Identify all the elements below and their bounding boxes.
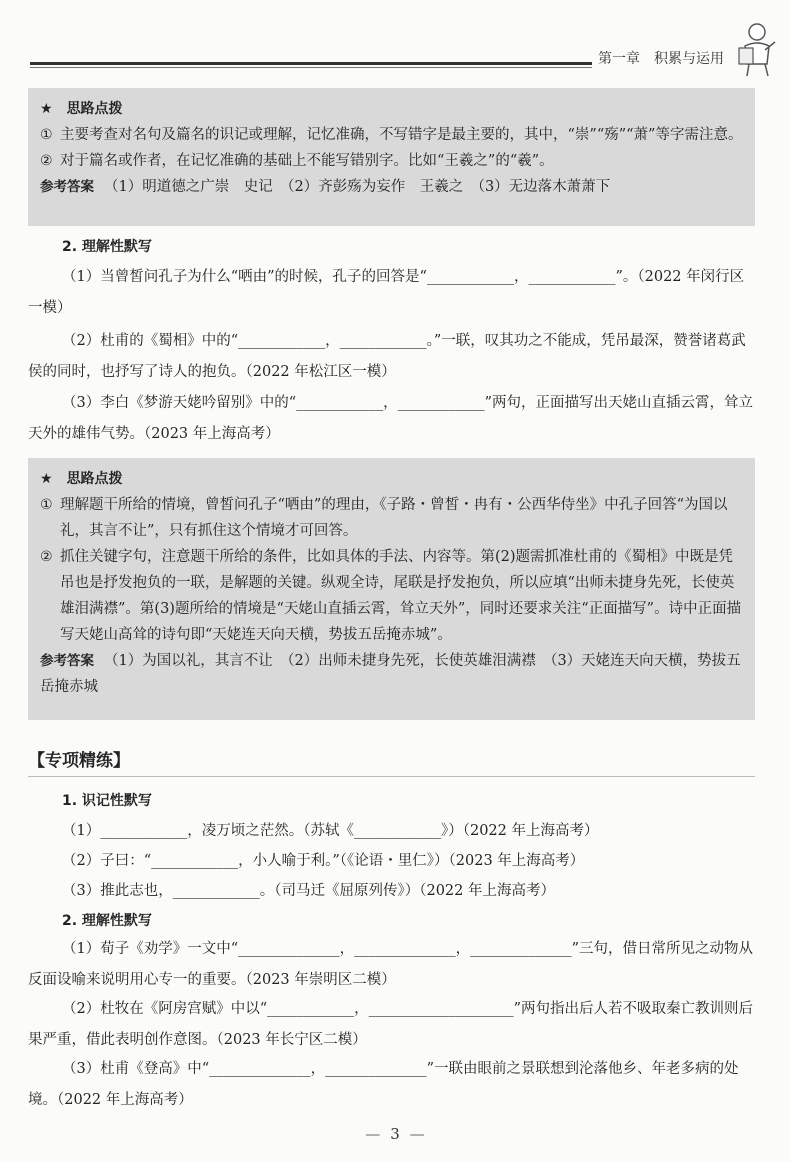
answer-line bbox=[40, 648, 743, 700]
question: （2）子曰：“____________，小人喻于利。”（《论语・里仁》）（2023 年上海高考） bbox=[62, 853, 585, 869]
hint-box-2 bbox=[28, 458, 755, 720]
header-rule bbox=[30, 62, 592, 65]
section-heading: 2. 理解性默写 bbox=[62, 239, 152, 255]
page-number: — 3 — bbox=[365, 1125, 425, 1143]
chapter-title: 第一章 积累与运用 bbox=[598, 51, 724, 67]
star-icon: ★ bbox=[40, 101, 53, 117]
practice-heading: 【专项精练】 bbox=[28, 751, 130, 771]
hint-item: ① 理解题干所给的情境，曾皙问孔子“哂由”的理由，《子路・曾皙・冉有・公西华侍坐》中孔子回答“为国以礼，其言不让”，只有抓住这个情境才可回答。 bbox=[40, 497, 728, 539]
question: （3）推此志也，____________。（司马迁《屈原列传》）（2022 年上海高考） bbox=[62, 883, 555, 899]
question: （2）杜甫的《蜀相》中的“____________，____________。”一联，叹其功之不能成，凭吊最深，赞誉诸葛武侯的同时，也抒写了诗人的抱负。（2022 年松江区一模） bbox=[28, 333, 746, 380]
question: （1）当曾皙问孔子为什么“哂由”的时候，孔子的回答是“____________，____________”。（2022 年闵行区一模） bbox=[28, 269, 745, 316]
answer-label: 参考答案 bbox=[40, 179, 94, 195]
hint-title: ★ 思路点拨 bbox=[40, 101, 123, 117]
question: （1）荀子《劝学》一文中“______________，______________，______________”三句，借日常所见之动物从反面设喻来说明用心专一的重要。（2023 年崇明区二模） bbox=[28, 941, 754, 988]
hint-item: ② 抓住关键字句，注意题干所给的条件，比如具体的手法、内容等。第(2)题需抓准杜甫的《蜀相》中既是凭吊也是抒发抱负的一联，是解题的关键。纵观全诗，尾联是抒发抱负，所以应填“出师未捷身先死，长使英雄泪满襟”。第(3)题所给的情境是“天姥山直插云霄，耸立天外”，同时还要求关注“正面描写”。诗中正面描写天姥山高耸的诗句即“天姥连天向天横，势拔五岳掩赤城”。 bbox=[40, 549, 742, 643]
practice-rule bbox=[28, 776, 755, 777]
question: （3）李白《梦游天姥吟留别》中的“____________，____________”两句，正面描写出天姥山直插云霄，耸立天外的雄伟气势。（2023 年上海高考） bbox=[28, 395, 754, 442]
hint-item: ① 主要考查对名句及篇名的识记或理解，记忆准确，不写错字是最主要的，其中，“崇”“殇”“萧”等字需注意。 bbox=[40, 127, 743, 143]
section-heading: 1. 识记性默写 bbox=[62, 793, 152, 809]
question: （1）____________，凌万顷之茫然。（苏轼《____________》）（2022 年上海高考） bbox=[62, 823, 599, 839]
answer-line bbox=[40, 174, 743, 200]
hint-title: ★ 思路点拨 bbox=[40, 471, 123, 487]
answer-text: （1）明道德之广崇 史记 （2）齐彭殇为妄作 王羲之 （3）无边落木萧萧下 bbox=[104, 179, 611, 195]
answer-text: （1）为国以礼，其言不让 （2）出师未捷身先死，长使英雄泪满襟 （3）天姥连天向天横，势拔五岳掩赤城 bbox=[40, 653, 741, 695]
hint-item: ② 对于篇名或作者，在记忆准确的基础上不能写错别字。比如“王羲之”的“羲”。 bbox=[40, 153, 554, 169]
section-heading: 2. 理解性默写 bbox=[62, 913, 152, 929]
answer-label: 参考答案 bbox=[40, 653, 94, 669]
reading-figure-icon bbox=[735, 22, 780, 77]
question: （3）杜甫《登高》中“______________，______________”一联由眼前之景联想到沦落他乡、年老多病的处境。（2022 年上海高考） bbox=[28, 1061, 739, 1108]
hint-box-1 bbox=[28, 88, 755, 226]
star-icon: ★ bbox=[40, 471, 53, 487]
header-rule-thin bbox=[30, 67, 592, 68]
question: （2）杜牧在《阿房宫赋》中以“____________，____________________”两句指出后人若不吸取秦亡教训则后果严重，借此表明创作意图。（2023 年长宁区二模） bbox=[28, 1001, 754, 1048]
